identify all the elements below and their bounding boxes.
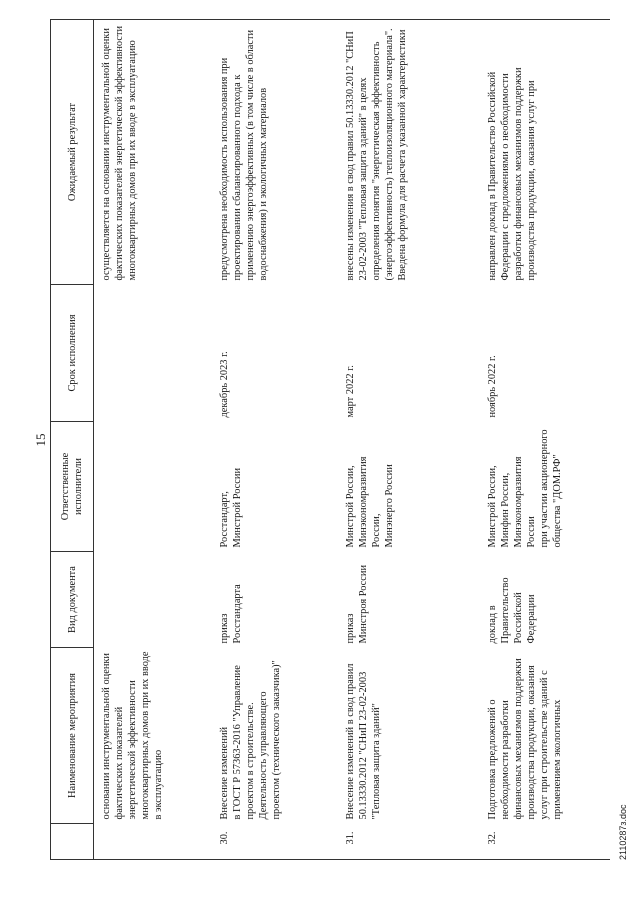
row-name: Внесение изменений в ГОСТ Р 57363-2016 "Управление проектом в строительстве. Деятельность управляющего проектом (технического заказчика)"	[218, 660, 282, 820]
row-executors: Минстрой России, Минфин России, Минэкономразвития России при участии акционерного общества "ДОМ.РФ"	[486, 429, 563, 548]
row-name: Внесение изменений в свод правил 50.13330.2012 "СНиП 23-02-2003 "Тепловая защита зданий"	[344, 663, 382, 820]
row-result: осуществляется на основании инструментальной оценки фактических показателей энергетической эффективности многоквартирных домов при их вводе в эксплуатацию	[101, 25, 138, 281]
row-deadline: март 2022 г.	[344, 365, 356, 418]
row-number	[94, 824, 212, 860]
row-result: направлен доклад в Правительство Российской Федерации с предложениями о необходимости разработки финансовых механизмов поддержки производства продукции, оказания услуг при	[486, 67, 537, 281]
row-deadline: ноябрь 2022 г.	[486, 355, 498, 418]
row-deadline: декабрь 2023 г.	[218, 351, 230, 418]
row-deadline	[94, 285, 212, 422]
row-name: основании инструментальной оценки фактических показателей энергетической эффективности многоквартирных домов при их вводе в эксплуатацию	[101, 651, 164, 820]
row-result: предусмотрена необходимость использования при проектировании сбалансированного подхода к применению энергоэффективных (в том числе в области водоснабжения) и экологичных материалов	[218, 29, 269, 281]
table-row	[338, 20, 480, 860]
row-doc-type: доклад в Правительство Российской Федерации	[486, 577, 537, 644]
column-header-name: Наименование мероприятия	[51, 648, 94, 824]
column-header-number	[51, 824, 94, 860]
row-doc-type: приказ Росстандарта	[218, 584, 243, 644]
row-result: внесены изменения в свод правил 50.13330.2012 "СНиП 23-02-2003 "Тепловая защита зданий" в целях определения понятия "энергетическая эффективность (энергоэффективность) теплоизоляционного материала". Введена формула для расчета указанной характеристики	[344, 28, 408, 281]
page-number: 15	[33, 433, 48, 447]
column-header-result: Ожидаемый результат	[51, 20, 94, 285]
row-executors: Росстандарт, Минстрой России	[218, 467, 243, 548]
row-number: 31.	[344, 831, 356, 845]
measures-table	[50, 19, 610, 860]
column-header-doc-type: Вид документа	[51, 552, 94, 648]
row-doc-type	[94, 552, 212, 648]
table-row	[94, 20, 212, 860]
row-executors: Минстрой России, Минэкономразвития России, Минэнерго России	[344, 456, 395, 548]
document-file-reference: 2110287з.doc	[618, 804, 628, 860]
row-number: 30.	[218, 831, 230, 845]
row-doc-type: приказ Минстроя России	[344, 564, 369, 644]
column-header-executors: Ответственные исполнители	[51, 422, 94, 552]
table-header-row	[51, 20, 94, 860]
row-name: Подготовка предложений о необходимости разработки финансовых механизмов поддержки производства продукции, оказания услуг при строительстве зданий с применением экологичных	[486, 658, 563, 820]
row-number: 32.	[486, 831, 498, 845]
table-row	[480, 20, 610, 860]
table-row	[212, 20, 338, 860]
row-executors	[94, 422, 212, 552]
column-header-deadline: Срок исполнения	[51, 285, 94, 422]
document-page	[33, 20, 628, 860]
